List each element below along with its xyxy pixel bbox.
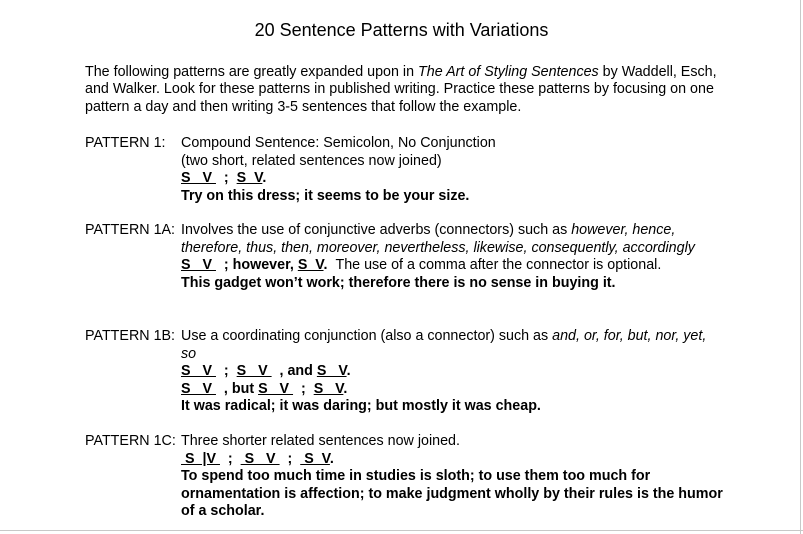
formula-punctuation: .: [329, 450, 334, 467]
pattern-description: [181, 328, 725, 363]
intro-text-end: by Waddell, Esch, and Walker. Look for these patterns in published writing. Practice these patterns by focusing on one pattern a day and then writing 3-5 sentences that follow the example.: [85, 64, 717, 115]
pattern-example: This gadget won’t work; therefore there is no sense in buying it.: [181, 274, 616, 291]
formula-punctuation: ; however,: [215, 257, 298, 274]
formula-punctuation: .: [323, 257, 328, 274]
formula-clause: S V: [181, 363, 216, 380]
pattern-label: PATTERN 1:: [85, 135, 166, 151]
formula-clause: S |V: [181, 450, 220, 467]
formula-clause: S V: [181, 257, 216, 274]
formula-punctuation: .: [262, 170, 267, 187]
pattern-description-sub: (two short, related sentences now joined): [181, 152, 442, 169]
page-edge-bottom: [0, 530, 803, 531]
pattern-formula: [181, 363, 725, 381]
pattern-1: [85, 135, 725, 205]
pattern-example: It was radical; it was daring; but mostly it was cheap.: [181, 398, 541, 415]
formula-clause: S V: [258, 380, 294, 397]
connector-list: however, hence, therefore, thus, then, moreover, nevertheless, likewise, consequently, accordingly: [181, 222, 695, 256]
formula-note: The use of a comma after the connector is optional.: [335, 257, 662, 274]
pattern-example: Try on this dress; it seems to be your size.: [181, 187, 470, 204]
formula-punctuation: .: [346, 363, 351, 380]
formula-clause: S V: [181, 170, 216, 187]
pattern-1b: [85, 328, 725, 416]
pattern-formula: [181, 257, 335, 273]
intro-text: The following patterns are greatly expanded upon in: [85, 64, 419, 80]
connector-list: and, or, for, but, nor, yet, so: [181, 328, 707, 362]
page-edge-right: [800, 0, 801, 534]
pattern-example: To spend too much time in studies is sloth; to use them too much for ornamentation is affection; to make judgment wholly by their rules is the humor of a scholar.: [181, 468, 723, 520]
formula-clause: S V: [300, 450, 330, 467]
pattern-description: Three shorter related sentences now joined.: [181, 433, 460, 449]
formula-punctuation: ;: [215, 170, 237, 187]
pattern-description: [181, 222, 725, 257]
page-title: 20 Sentence Patterns with Variations: [254, 20, 549, 40]
pattern-label: PATTERN 1A:: [85, 222, 176, 238]
formula-punctuation: , but: [215, 380, 259, 397]
formula-clause: S V: [236, 363, 272, 380]
formula-punctuation: ;: [215, 363, 237, 380]
formula-punctuation: ;: [293, 380, 314, 397]
formula-punctuation: , and: [271, 363, 317, 380]
pattern-label: PATTERN 1B:: [85, 328, 176, 344]
pattern-formula: [181, 170, 725, 188]
pattern-1c: [85, 433, 725, 521]
formula-clause: S V: [297, 257, 324, 274]
pattern-formula: [181, 451, 725, 469]
formula-punctuation: .: [343, 380, 348, 397]
intro-paragraph: [85, 64, 725, 116]
formula-clause: S V: [313, 380, 344, 397]
formula-punctuation: ;: [219, 450, 241, 467]
book-title: The Art of Styling Sentences: [418, 64, 599, 80]
pattern-description: Compound Sentence: Semicolon, No Conjunction: [181, 135, 496, 151]
formula-clause: S V: [240, 450, 280, 467]
formula-punctuation: ;: [279, 450, 301, 467]
pattern-label: PATTERN 1C:: [85, 433, 176, 449]
description-text: Involves the use of conjunctive adverbs (connectors) such as: [181, 222, 572, 238]
pattern-formula: [181, 381, 725, 399]
formula-clause: S V: [316, 363, 347, 380]
pattern-1a: [85, 222, 725, 292]
formula-clause: S V: [236, 170, 263, 187]
formula-clause: S V: [181, 380, 216, 397]
description-text: Use a coordinating conjunction (also a connector) such as: [181, 328, 553, 344]
